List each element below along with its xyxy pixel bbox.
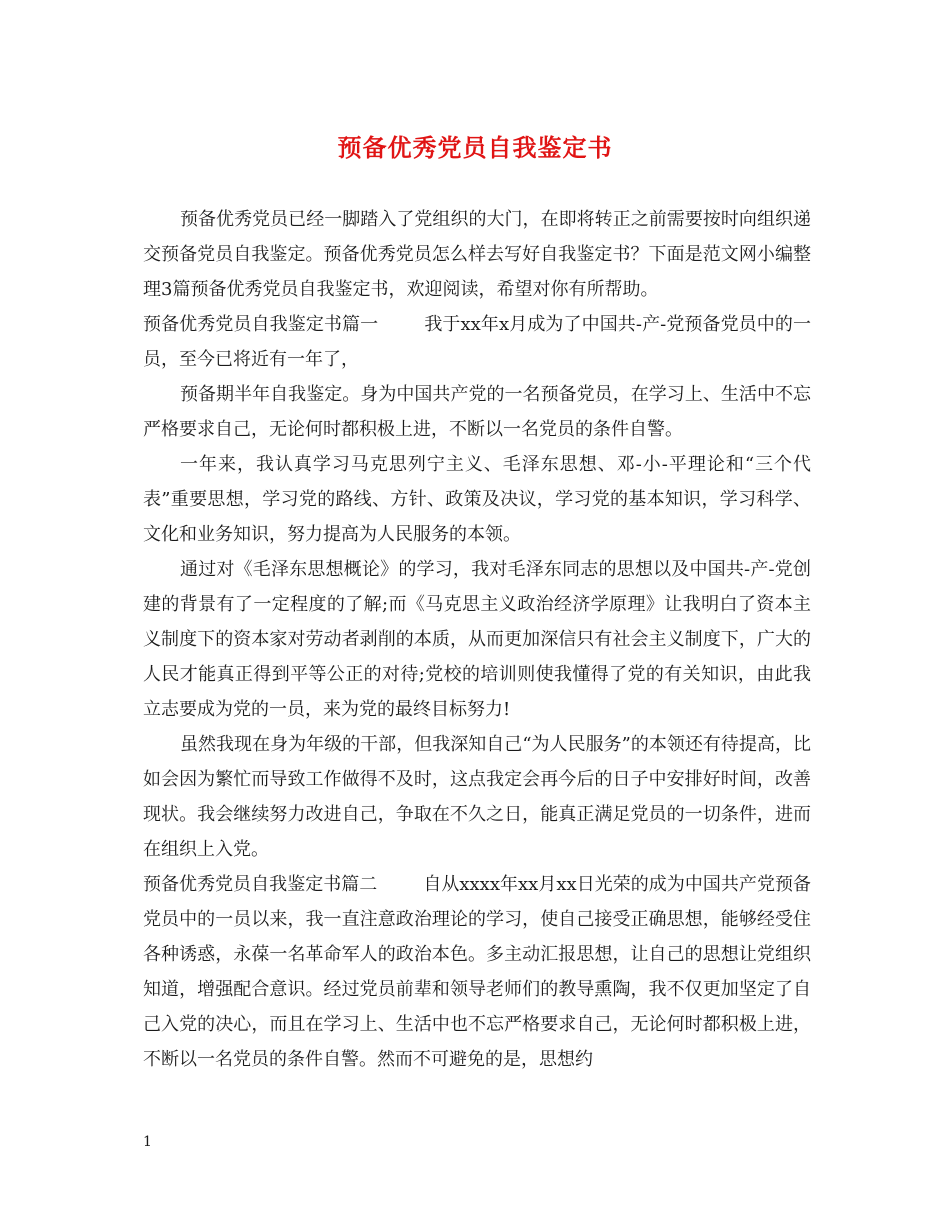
section-1-paragraph: 虽然我现在身为年级的干部，但我深知自己“为人民服务”的本领还有待提高，比如会因为繁忙而导致工作做得不及时，这点我定会再今后的日子中安排好时间，改善现状。我会继续努力改进自己，争取在不久之日，能真正满足党员的一切条件，进而在组织上入党。 xyxy=(143,734,811,860)
document-title: 预备优秀党员自我鉴定书 xyxy=(337,133,613,162)
section-2-lead-text: 自从xxxx年xx月xx日光荣的成为中国共产党预备党员中的一员以来，我一直注意政治理论的学习，使自己接受正确思想，能够经受住各种诱惑，永葆一名革命军人的政治本色。多主动汇报思想，让自己的思想让党组织知道，增强配合意识。经过党员前辈和领导老师们的教导熏陶，我不仅更加坚定了自己入党的决心，而且在学习上、生活中也不忘严格要求自己，无论何时都积极上进，不断以一名党员的条件自警。然而不可避免的是，思想约 xyxy=(143,874,811,1070)
section-2-heading: 预备优秀党员自我鉴定书篇二 xyxy=(143,874,378,895)
section-1-paragraph: 通过对《毛泽东思想概论》的学习，我对毛泽东同志的思想以及中国共-产-党创建的背景有了一定程度的了解;而《马克思主义政治经济学原理》让我明白了资本主义制度下的资本家对劳动者剥削的本质，从而更加深信只有社会主义制度下，广大的人民才能真正得到平等公正的对待;党校的培训则使我懂得了党的有关知识，由此我立志要成为党的一员，来为党的最终目标努力! xyxy=(143,559,811,720)
section-1-paragraph: 一年来，我认真学习马克思列宁主义、毛泽东思想、邓-小-平理论和“三个代表”重要思想，学习党的路线、方针、政策及决议，学习党的基本知识，学习科学、文化和业务知识，努力提高为人民服务的本领。 xyxy=(143,454,811,545)
section-2-first-paragraph xyxy=(143,867,811,1077)
document-body xyxy=(143,202,811,1077)
section-1-first-paragraph xyxy=(143,307,811,377)
page-number: 1 xyxy=(143,1134,152,1150)
section-1-paragraph: 预备期半年自我鉴定。身为中国共产党的一名预备党员，在学习上、生活中不忘严格要求自己，无论何时都积极上进，不断以一名党员的条件自警。 xyxy=(143,384,811,440)
section-1-heading: 预备优秀党员自我鉴定书篇一 xyxy=(143,314,379,335)
section-1-lead-text: 我于xx年x月成为了中国共-产-党预备党员中的一员，至今已将近有一年了， xyxy=(143,314,811,370)
intro-paragraph: 预备优秀党员已经一脚踏入了党组织的大门，在即将转正之前需要按时向组织递交预备党员自我鉴定。预备优秀党员怎么样去写好自我鉴定书？下面是范文网小编整理3篇预备优秀党员自我鉴定书，欢迎阅读，希望对你有所帮助。 xyxy=(143,209,811,300)
